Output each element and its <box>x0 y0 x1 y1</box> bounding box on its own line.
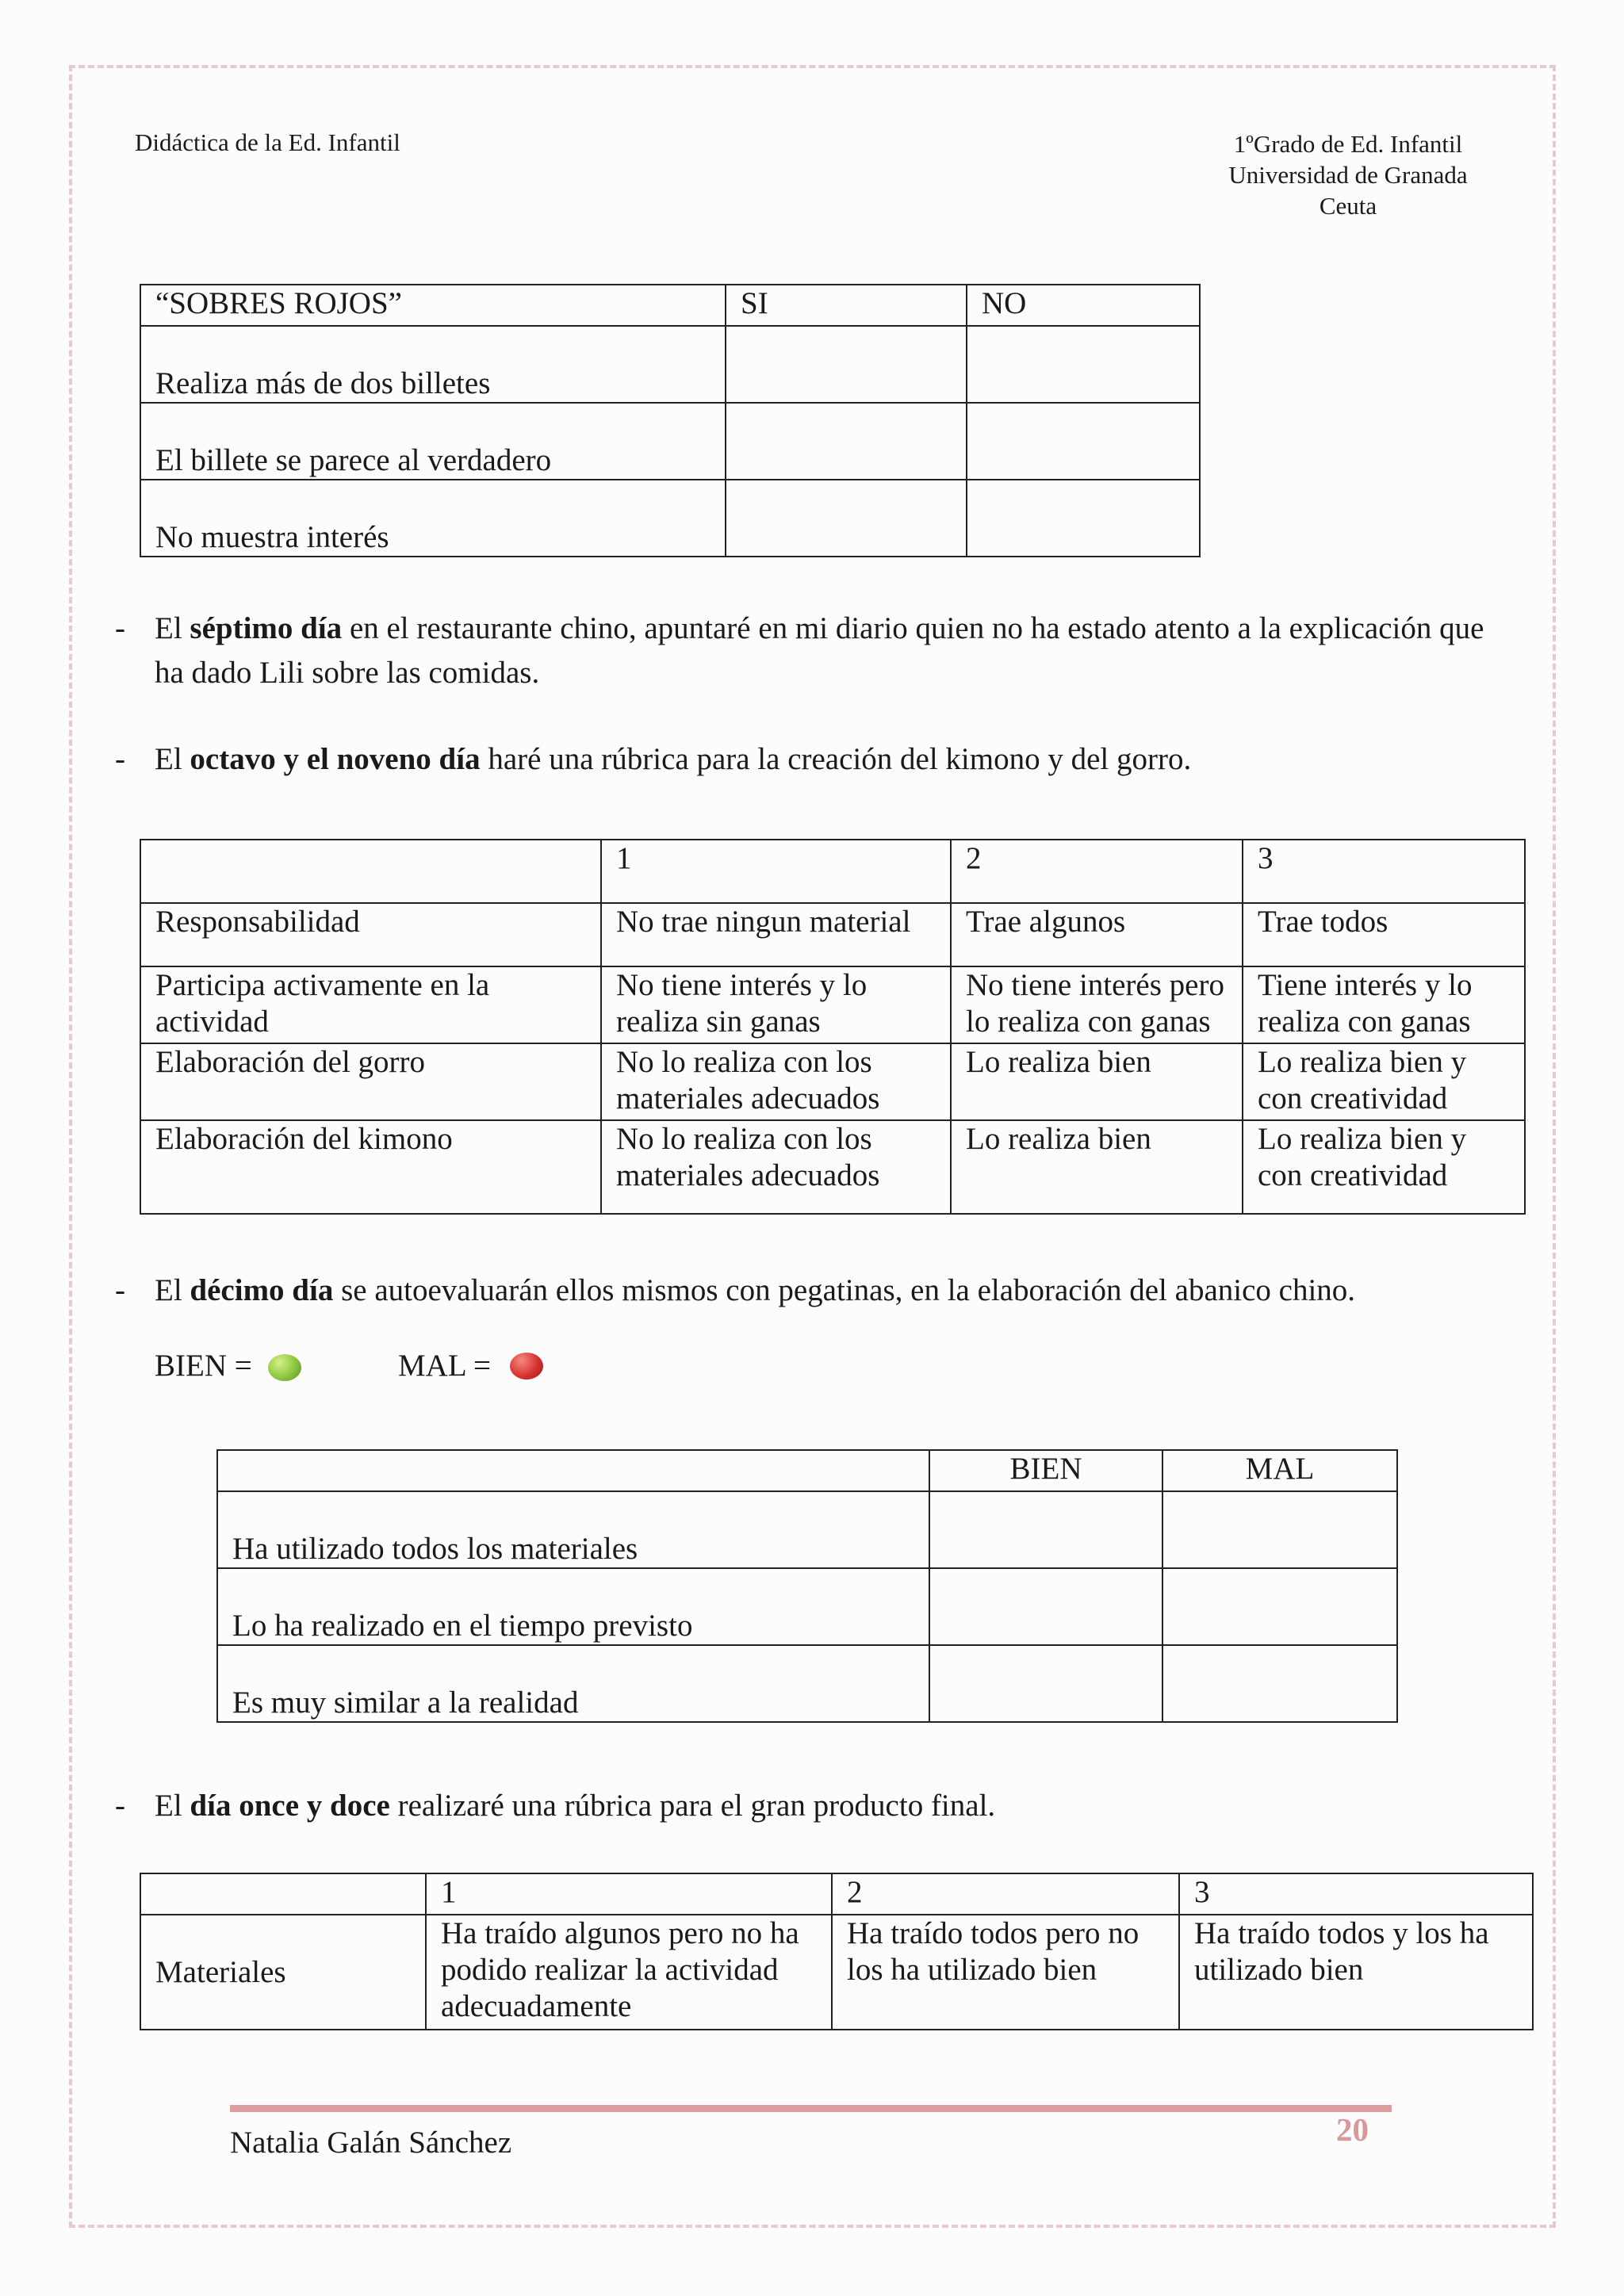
table-header-cell <box>140 840 601 903</box>
bullet-dash: - <box>115 1273 125 1307</box>
table-row <box>217 1491 1397 1568</box>
table-cell: Ha traído todos y los ha utilizado bien <box>1179 1915 1533 2030</box>
table-header-cell: “SOBRES ROJOS” <box>140 285 726 326</box>
table-header-row <box>140 840 1525 903</box>
row-label: Es muy similar a la realidad <box>217 1645 929 1722</box>
empty-cell <box>967 480 1200 557</box>
row-label: Elaboración del gorro <box>140 1043 601 1120</box>
bullet-dia-7: El séptimo día en el restaurante chino, apuntaré en mi diario quien no ha estado atento a la explicación que ha dado Lili sobre las comidas. <box>155 611 1484 690</box>
green-sticker-icon <box>268 1354 301 1381</box>
empty-cell <box>929 1568 1162 1645</box>
table-cell: Trae algunos <box>951 903 1243 966</box>
empty-cell <box>1162 1568 1397 1645</box>
empty-cell <box>967 403 1200 480</box>
table-header-cell <box>140 1873 426 1915</box>
table-cell: No tiene interés pero lo realiza con ganas <box>951 966 1243 1043</box>
red-sticker-icon <box>510 1353 543 1380</box>
empty-cell <box>967 326 1200 403</box>
table-header-row <box>140 285 1200 326</box>
table-header-cell: 2 <box>832 1873 1179 1915</box>
bullet-dia-8-9: El octavo y el noveno día haré una rúbrica para la creación del kimono y del gorro. <box>155 742 1192 776</box>
empty-cell <box>929 1645 1162 1722</box>
table-cell: Ha traído algunos pero no ha podido realizar la actividad adecuadamente <box>426 1915 832 2030</box>
table-header-cell: 2 <box>951 840 1243 903</box>
table-header-cell: SI <box>726 285 967 326</box>
table-header-cell: NO <box>967 285 1200 326</box>
table-row <box>140 1043 1525 1120</box>
legend-bien: BIEN = <box>155 1349 252 1383</box>
table-cell: No lo realiza con los materiales adecuados <box>601 1043 951 1120</box>
table-header-cell: 1 <box>426 1873 832 1915</box>
table-row <box>217 1645 1397 1722</box>
empty-cell <box>726 326 967 403</box>
table-row <box>217 1568 1397 1645</box>
empty-cell <box>726 480 967 557</box>
page-number: 20 <box>1336 2111 1369 2148</box>
header-course: Didáctica de la Ed. Infantil <box>135 128 400 156</box>
bullet-dia-10: El décimo día se autoevaluarán ellos mismos con pegatinas, en la elaboración del abanico chino. <box>155 1273 1356 1307</box>
row-label: Participa activamente en la actividad <box>140 966 601 1043</box>
empty-cell <box>929 1491 1162 1568</box>
kimono-rubric-table <box>140 839 1526 1215</box>
bullet-dia-11-12: El día once y doce realizaré una rúbrica para el gran producto final. <box>155 1789 996 1823</box>
final-product-rubric-table <box>140 1873 1534 2030</box>
abanico-self-eval-table <box>216 1449 1398 1723</box>
row-label: Realiza más de dos billetes <box>140 326 726 403</box>
bullet-dash: - <box>115 1789 125 1823</box>
table-row <box>140 1915 1533 2030</box>
table-header-cell: MAL <box>1162 1450 1397 1491</box>
table-cell: Lo realiza bien y con creatividad <box>1243 1120 1525 1214</box>
empty-cell <box>1162 1645 1397 1722</box>
row-label: No muestra interés <box>140 480 726 557</box>
row-label: El billete se parece al verdadero <box>140 403 726 480</box>
table-cell: No trae ningun material <box>601 903 951 966</box>
table-row <box>140 326 1200 403</box>
table-row <box>140 403 1200 480</box>
table-row <box>140 480 1200 557</box>
table-header-cell: 3 <box>1243 840 1525 903</box>
table-cell: Trae todos <box>1243 903 1525 966</box>
table-cell: No tiene interés y lo realiza sin ganas <box>601 966 951 1043</box>
table-row <box>140 903 1525 966</box>
row-label: Materiales <box>140 1915 426 2030</box>
table-cell: Lo realiza bien <box>951 1043 1243 1120</box>
row-label: Lo ha realizado en el tiempo previsto <box>217 1568 929 1645</box>
table-cell: Lo realiza bien <box>951 1120 1243 1214</box>
empty-cell <box>1162 1491 1397 1568</box>
sobres-rojos-table <box>140 284 1201 557</box>
table-cell: Tiene interés y lo realiza con ganas <box>1243 966 1525 1043</box>
table-header-cell: 1 <box>601 840 951 903</box>
header-degree: 1ºGrado de Ed. Infantil <box>1233 130 1463 158</box>
bullet-dash: - <box>115 611 125 645</box>
table-row <box>140 966 1525 1043</box>
empty-cell <box>726 403 967 480</box>
row-label: Ha utilizado todos los materiales <box>217 1491 929 1568</box>
bullet-dash: - <box>115 742 125 776</box>
footer-author: Natalia Galán Sánchez <box>230 2126 512 2160</box>
table-header-cell: 3 <box>1179 1873 1533 1915</box>
table-header-cell <box>217 1450 929 1491</box>
table-cell: No lo realiza con los materiales adecuados <box>601 1120 951 1214</box>
table-header-cell: BIEN <box>929 1450 1162 1491</box>
table-cell: Lo realiza bien y con creatividad <box>1243 1043 1525 1120</box>
table-header-row <box>217 1450 1397 1491</box>
row-label: Responsabilidad <box>140 903 601 966</box>
row-label: Elaboración del kimono <box>140 1120 601 1214</box>
footer-divider <box>230 2105 1392 2112</box>
header-institution <box>1189 128 1507 221</box>
table-row <box>140 1120 1525 1214</box>
table-cell: Ha traído todos pero no los ha utilizado bien <box>832 1915 1179 2030</box>
table-header-row <box>140 1873 1533 1915</box>
header-city: Ceuta <box>1319 192 1377 220</box>
header-university: Universidad de Granada <box>1228 161 1468 189</box>
legend-mal: MAL = <box>398 1349 491 1383</box>
